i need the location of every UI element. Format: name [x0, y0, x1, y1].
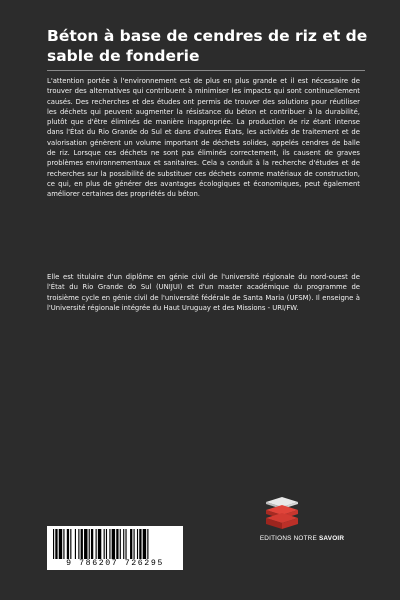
barcode-bar [89, 529, 90, 559]
barcode-bar [78, 529, 79, 559]
barcode-bar [120, 529, 121, 559]
book-summary: L'attention portée à l'environnement est de plus en plus grande et il est nécessaire de trouver des alternatives qui contribuent à minimiser les impacts qui sont continuellement causés. Des recherches et des études ont permis de trouver des solutions pour réutiliser les déchets qui peuvent augmenter la résistance du béton et contribuer à la durabilité, plutôt que d'être éliminés de manière inappropriée. La production de riz étant intense dans l'État du Rio Grande do Sul et dans d'autres États, les activités de traitement et de valorisation génèrent un volume important de déchets solides, appelés cendres de balle de riz. Lorsque ces déchets ne sont pas éliminés correctement, ils causent de graves problèmes environnementaux et sanitaires. Cela a conduit à la recherche d'études et de recherches sur la possibilité de substituer ces déchets comme matériaux de construction, ce qui, en plus de générer des avantages écologiques et économiques, peut également améliorer certaines des propriétés du béton. [47, 77, 360, 199]
publisher-name-prefix: EDITIONS NOTRE [259, 535, 319, 542]
barcode-bar [84, 529, 87, 559]
publisher-name-bold: SAVOIR [318, 535, 345, 542]
barcode-bar [147, 529, 148, 559]
barcode-bar [143, 529, 146, 559]
isbn-number: 9 786207 726295 [66, 559, 164, 568]
barcode-bar [139, 529, 141, 559]
barcode-bar [81, 529, 83, 559]
barcode-bar [112, 529, 115, 559]
barcode-bar [123, 529, 124, 559]
barcode-bar [59, 529, 62, 559]
barcode-bar [130, 529, 132, 559]
barcode-bar [109, 529, 110, 559]
barcode-bar [53, 529, 54, 559]
book-title: Béton à base de cendres de riz et de sable de fonderie [47, 27, 368, 65]
publisher-name [252, 535, 352, 542]
barcode-bar [104, 529, 105, 559]
barcode-bar [125, 529, 126, 559]
barcode-bar [106, 529, 107, 559]
barcode-bar [70, 529, 71, 559]
barcode-bar [98, 529, 101, 559]
publisher-block [252, 496, 352, 552]
isbn-barcode [47, 526, 183, 570]
barcode-bar [96, 529, 97, 559]
barcode-bar [116, 529, 118, 559]
barcode-bar [75, 529, 76, 559]
barcode-bar [91, 529, 93, 559]
barcode-bar [63, 529, 64, 559]
barcode-bar [137, 529, 138, 559]
barcode-icon [53, 529, 177, 559]
barcode-bar [67, 529, 69, 559]
barcode-bar [134, 529, 135, 559]
author-bio: Elle est titulaire d'un diplôme en génie civil de l'université régionale du nord-ouest de l'État du Rio Grande do Sul (UNIJUI) et d'un master académique du programme de troisième cycle en génie civil de l'université fédérale de Santa Maria (UFSM). Il enseigne à l'Université régionale intégrée du Haut Uruguay et des Missions - URI/FW. [47, 273, 360, 312]
title-divider [47, 70, 365, 71]
stacked-books-logo-icon [262, 496, 302, 532]
barcode-bar [55, 529, 57, 559]
